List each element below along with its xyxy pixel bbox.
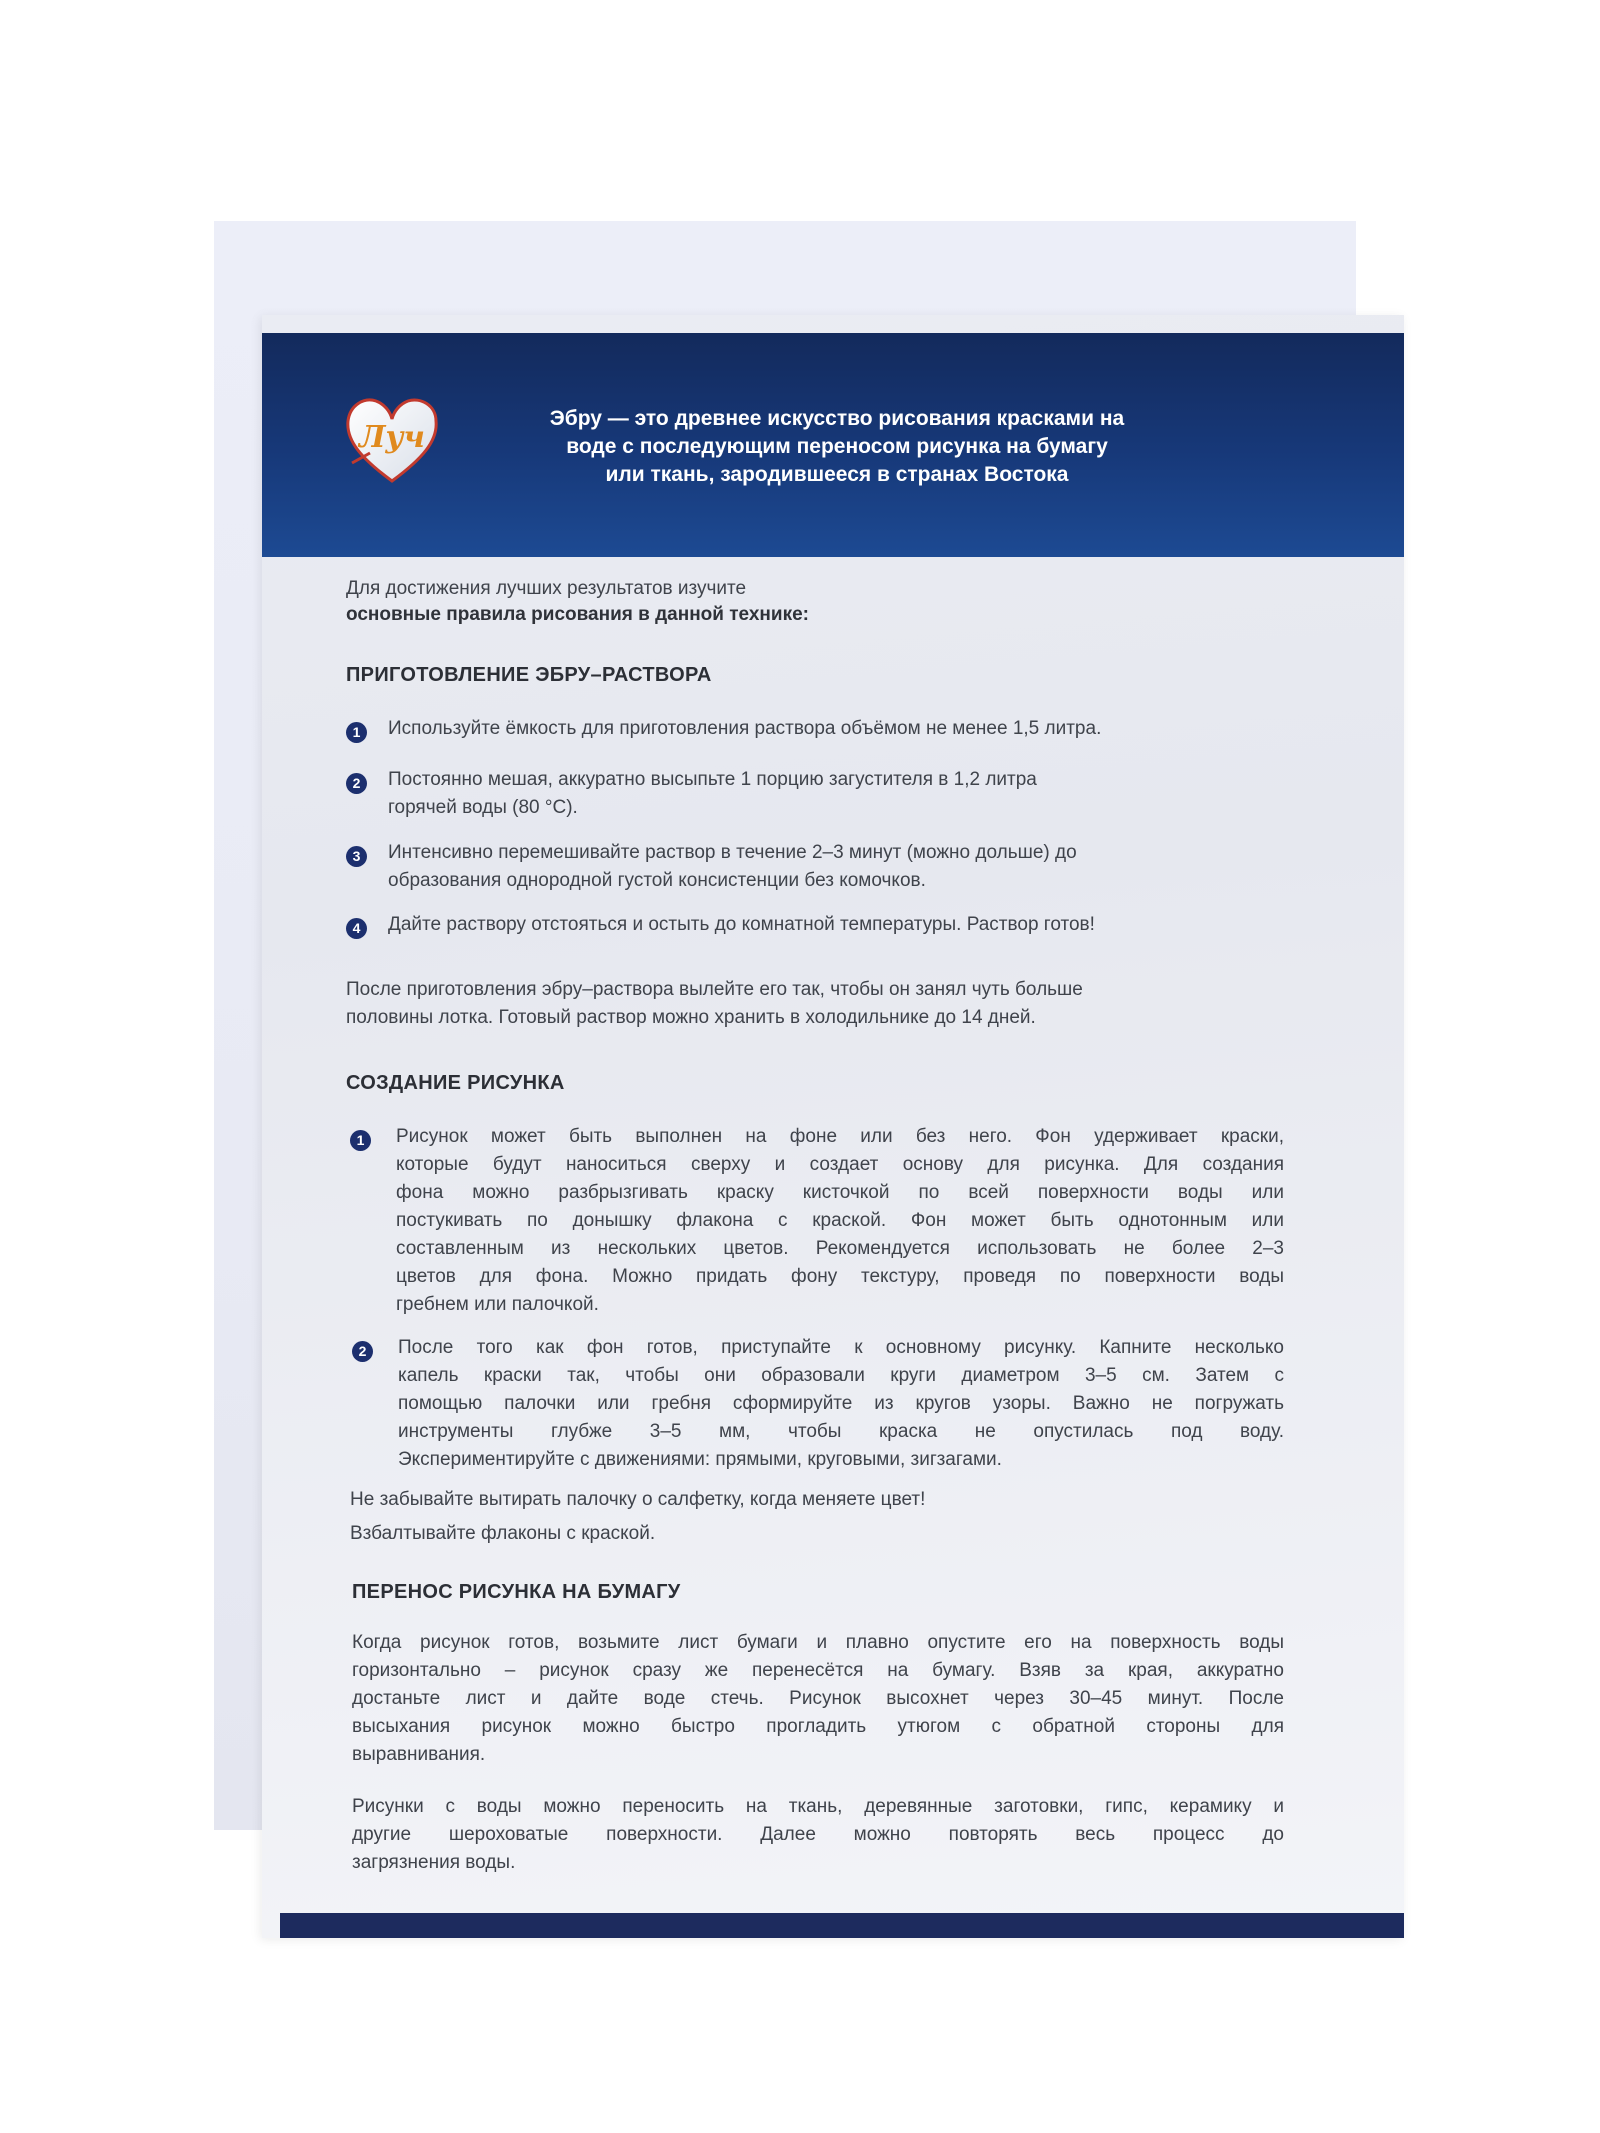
number-badge: 1	[350, 1130, 371, 1151]
header-band	[262, 333, 1404, 557]
intro-emphasis: основные правила рисования в данной технике:	[346, 604, 809, 625]
section-title-transfer: ПЕРЕНОС РИСУНКА НА БУМАГУ	[352, 1581, 681, 1603]
number-badge: 1	[346, 722, 367, 743]
luch-logo	[342, 393, 442, 485]
instruction-sheet	[262, 315, 1404, 1938]
list-item: Дайте раствору отстояться и остыть до комнатной температуры. Раствор готов!	[388, 914, 1095, 935]
transfer-paragraph: Когда рисунок готов, возьмите лист бумаги и плавно опустите его на поверхность воды горизонтально – рисунок сразу же перенесётся на бумагу. Взяв за края, аккуратно достаньте лист и дайте воде стечь. Рисунок высохнет через 30–45 минут. После высыхания рисунок можно быстро прогладить утюгом с обратной стороны для выравнивания.	[352, 1632, 1284, 1765]
list-item: После того как фон готов, приступайте к основному рисунку. Капните несколько капель краски так, чтобы они образовали круги диаметром 3–5 см. Затем с помощью палочки или гребня сформируйте из кругов узоры. Важно не погружать инструменты глубже 3–5 мм, чтобы краска не опустилась под воду. Экспериментируйте с движениями: прямыми, круговыми, зигзагами.	[398, 1337, 1284, 1470]
svg-text:Луч: Луч	[359, 420, 425, 455]
list-item: Интенсивно перемешивайте раствор в течение 2–3 минут (можно дольше) до образования однородной густой консистенции без комочков.	[388, 842, 1077, 891]
list-item: Рисунок может быть выполнен на фоне или без него. Фон удерживает краски, которые будут наноситься сверху и создает основу для рисунка. Для создания фона можно разбрызгивать краску кисточкой по всей поверхности воды или постукивать по донышку флакона с краской. Фон может быть однотонным или составленным из нескольких цветов. Рекомендуется использовать не более 2–3 цветов для фона. Можно придать фону текстуру, проведя по поверхности воды гребнем или палочкой.	[396, 1126, 1284, 1315]
number-badge: 4	[346, 918, 367, 939]
number-badge: 2	[352, 1341, 373, 1362]
header-title: Эбру — это древнее искусство рисования красками на воде с последующим переносом рисунка на бумагу или ткань, зародившееся в странах Востока	[549, 407, 1125, 486]
list-item: Постоянно мешая, аккуратно высыпьте 1 порцию загустителя в 1,2 литра горячей воды (80 °С).	[388, 769, 1037, 818]
drawing-note: Взбалтывайте флаконы с краской.	[350, 1523, 656, 1544]
transfer-paragraph: Рисунки с воды можно переносить на ткань, деревянные заготовки, гипс, керамику и другие шероховатые поверхности. Далее можно повторять весь процесс до загрязнения воды.	[352, 1796, 1284, 1873]
list-item: Используйте ёмкость для приготовления раствора объёмом не менее 1,5 литра.	[388, 718, 1102, 739]
drawing-note: Не забывайте вытирать палочку о салфетку, когда меняете цвет!	[350, 1489, 926, 1510]
section-title-preparation: ПРИГОТОВЛЕНИЕ ЭБРУ–РАСТВОРА	[346, 664, 712, 686]
section-title-drawing: СОЗДАНИЕ РИСУНКА	[346, 1072, 565, 1094]
intro-line: Для достижения лучших результатов изучите	[346, 578, 747, 599]
number-badge: 2	[346, 773, 367, 794]
number-badge: 3	[346, 846, 367, 867]
preparation-note: После приготовления эбру–раствора вылейте его так, чтобы он занял чуть больше половины лотка. Готовый раствор можно хранить в холодильнике до 14 дней.	[346, 979, 1083, 1028]
bottom-band	[280, 1913, 1404, 1938]
